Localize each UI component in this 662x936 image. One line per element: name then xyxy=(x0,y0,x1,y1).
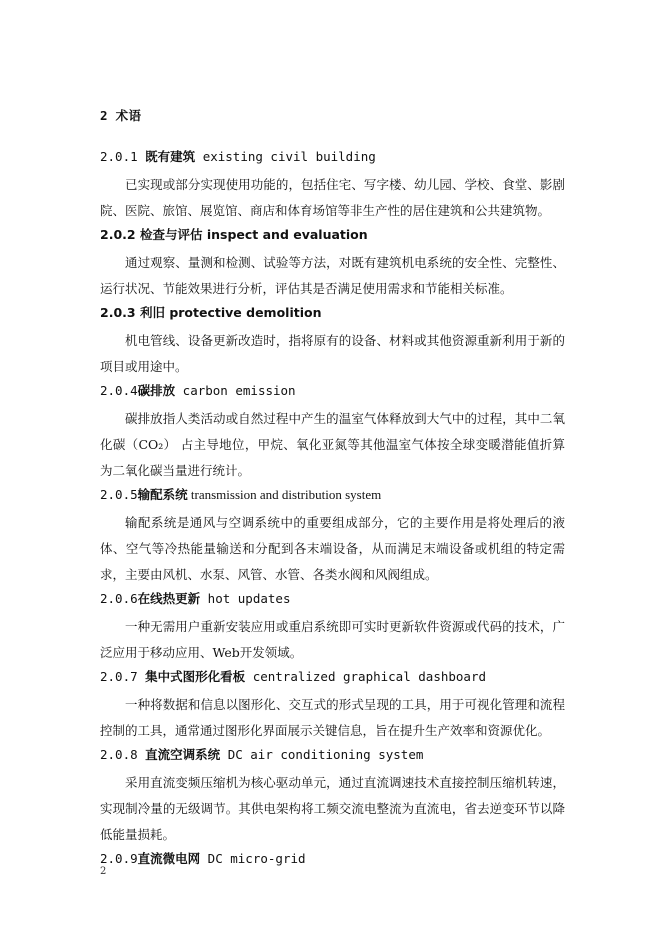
term-definition: 输配系统是通风与空调系统中的重要组成部分，它的主要作用是将处理后的液体、空气等冷热能量输送和分配到各末端设备，从而满足末端设备或机组的特定需求，主要由风机、水泵、风管、水管、各类水阀和风阀组成。 xyxy=(100,515,565,582)
term-number: 2.0.8 xyxy=(100,747,146,762)
term-heading-2-0-2 xyxy=(100,226,565,244)
term-en: transmission and distribution system xyxy=(187,487,382,502)
term-definition: 已实现或部分实现使用功能的，包括住宅、写字楼、幼儿园、学校、食堂、影剧院、医院、旅馆、展览馆、商店和体育场馆等非生产性的居住建筑和公共建筑物。 xyxy=(100,177,565,218)
term-number: 2.0.6 xyxy=(100,591,138,606)
term-zh: 直流空调系统 xyxy=(145,747,221,762)
term-zh: 在线热更新 xyxy=(137,591,201,606)
term-zh: 集中式图形化看板 xyxy=(145,669,246,684)
term-en: carbon emission xyxy=(175,383,296,398)
term-en: existing civil building xyxy=(195,149,376,164)
term-heading-2-0-8 xyxy=(100,746,565,764)
term-en: protective demolition xyxy=(164,305,322,320)
term-zh: 既有建筑 xyxy=(145,149,196,164)
term-heading-2-0-9 xyxy=(100,850,565,868)
term-heading-2-0-5 xyxy=(100,486,565,504)
term-heading-2-0-6 xyxy=(100,590,565,608)
term-definition: 碳排放指人类活动或自然过程中产生的温室气体释放到大气中的过程，其中二氧化碳（CO₂） 占主导地位，甲烷、氧化亚氮等其他温室气体按全球变暖潜能值折算为二氧化碳当量进行统计。 xyxy=(100,411,565,478)
term-en: inspect and evaluation xyxy=(202,227,368,242)
term-zh: 利旧 xyxy=(139,305,165,320)
term-number: 2.0.9 xyxy=(100,851,138,866)
term-zh: 输配系统 xyxy=(137,487,188,502)
terms-list xyxy=(100,148,565,874)
term-definition: 一种无需用户重新安装应用或重启系统即可实时更新软件资源或代码的技术，广泛应用于移动应用、Web开发领域。 xyxy=(100,619,565,660)
term-en: DC air conditioning system xyxy=(220,747,424,762)
term-definition: 一种将数据和信息以图形化、交互式的形式呈现的工具，用于可视化管理和流程控制的工具，通常通过图形化界面展示关键信息，旨在提升生产效率和资源优化。 xyxy=(100,697,565,738)
term-heading-2-0-1 xyxy=(100,148,565,166)
term-en: centralized graphical dashboard xyxy=(245,669,486,684)
page-number: 2 xyxy=(100,866,107,877)
term-number: 2.0.3 xyxy=(100,305,140,320)
term-number: 2.0.1 xyxy=(100,149,146,164)
term-heading-2-0-4 xyxy=(100,382,565,400)
term-definition: 采用直流变频压缩机为核心驱动单元，通过直流调速技术直接控制压缩机转速，实现制冷量的无级调节。其供电架构将工频交流电整流为直流电，省去逆变环节以降低能量损耗。 xyxy=(100,775,565,842)
term-number: 2.0.5 xyxy=(100,487,138,502)
chapter-title: 2 术语 xyxy=(100,108,142,123)
term-definition: 通过观察、量测和检测、试验等方法，对既有建筑机电系统的安全性、完整性、运行状况、节能效果进行分析，评估其是否满足使用需求和节能相关标准。 xyxy=(100,255,565,296)
term-heading-2-0-3 xyxy=(100,304,565,322)
term-en: DC micro-grid xyxy=(200,851,306,866)
term-zh: 检查与评估 xyxy=(139,227,203,242)
term-heading-2-0-7 xyxy=(100,668,565,686)
term-zh: 碳排放 xyxy=(137,383,176,398)
term-definition: 机电管线、设备更新改造时，指将原有的设备、材料或其他资源重新利用于新的项目或用途中。 xyxy=(100,333,565,374)
term-zh: 直流微电网 xyxy=(137,851,201,866)
term-en: hot updates xyxy=(200,591,291,606)
term-number: 2.0.2 xyxy=(100,227,140,242)
term-number: 2.0.7 xyxy=(100,669,146,684)
term-number: 2.0.4 xyxy=(100,383,138,398)
